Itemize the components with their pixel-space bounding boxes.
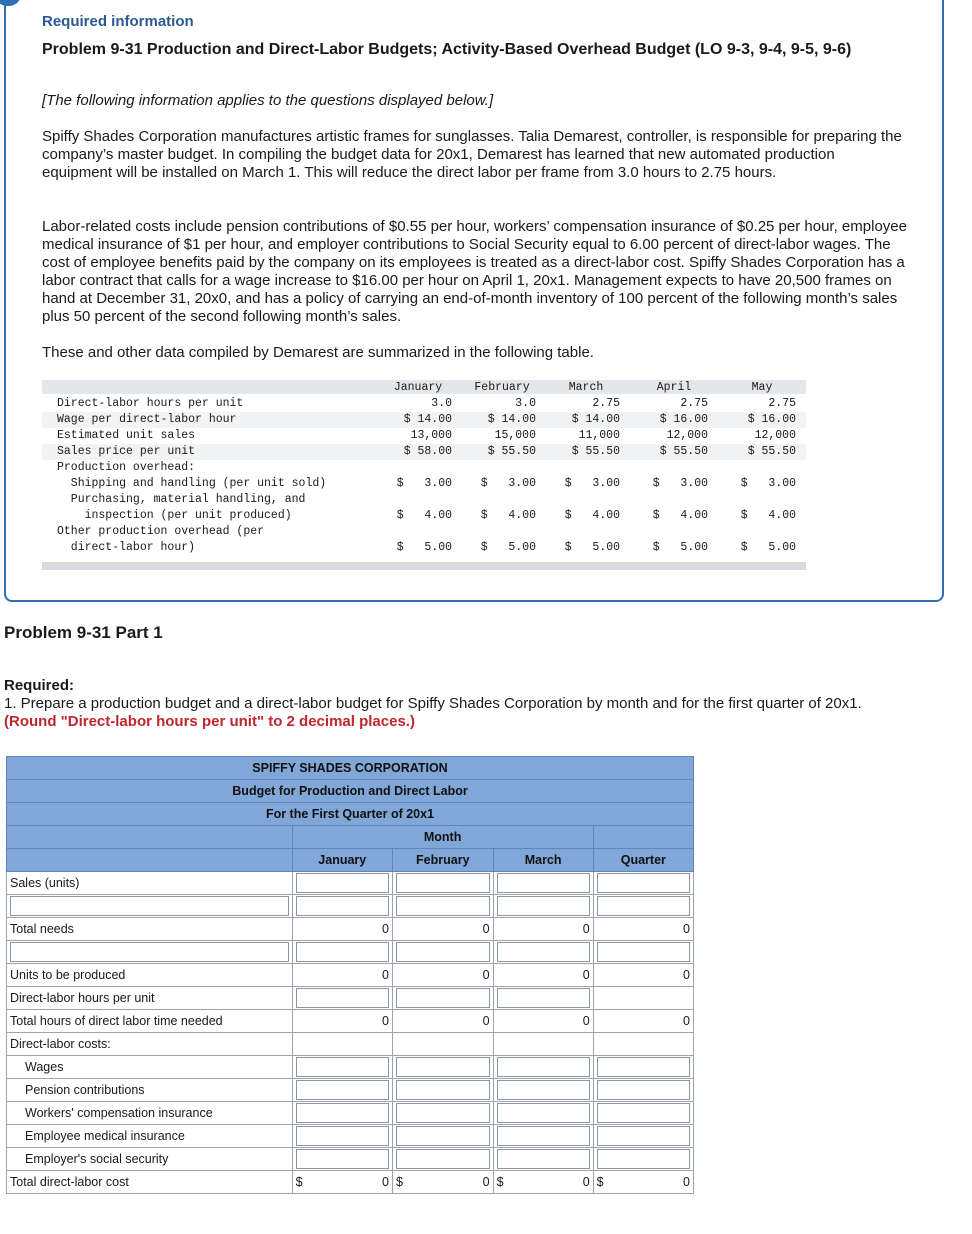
add-row-jan-input[interactable]: [296, 896, 389, 916]
sales-feb-input[interactable]: [396, 873, 490, 893]
total-cost-qtr: $ 0: [593, 1171, 693, 1194]
units-produced-mar: 0: [493, 964, 593, 987]
data-row-value: 12,000: [754, 429, 796, 442]
data-row-value: 12,000: [666, 429, 708, 442]
paragraph-3: These and other data compiled by Demarest are summarized in the following table.: [42, 344, 594, 361]
row-label-sales: Sales (units): [7, 872, 293, 895]
data-row-value: $ 5.00: [396, 541, 452, 554]
dl-hours-qtr-blank: [593, 987, 693, 1010]
required-label: Required:: [4, 677, 75, 694]
workers-comp-jan-input[interactable]: [296, 1103, 389, 1123]
data-row-value: 2.75: [768, 397, 796, 410]
data-row-value: 11,000: [578, 429, 620, 442]
data-row-value: 3.0: [515, 397, 536, 410]
row-label-medical: Employee medical insurance: [7, 1125, 293, 1148]
workers-comp-qtr-input[interactable]: [597, 1103, 690, 1123]
data-row-value: $ 4.00: [652, 509, 708, 522]
required-text: 1. Prepare a production budget and a direct-labor budget for Spiffy Shades Corporation by month and for the first quarter of 20x1.: [4, 695, 862, 712]
data-row-value: $ 5.00: [652, 541, 708, 554]
data-row-value: $ 5.00: [480, 541, 536, 554]
wages-jan-input[interactable]: [296, 1057, 389, 1077]
data-row-value: $ 3.00: [396, 477, 452, 490]
data-row-value: $ 4.00: [480, 509, 536, 522]
col-february: February: [392, 849, 493, 872]
paragraph-2: Labor-related costs include pension contributions of $0.55 per hour, workers’ compensation insurance of $0.25 per hour, employee medical insurance of $1 per hour, and employer contributions to Social Security equal to 6.00 percent of direct-labor wages. The cost of employee benefits paid by the company on its employees is treated as a direct-labor cost. Spiffy Shades Corporation has a labor contract that calls for a wage increase to $16.00 per hour on April 1, 20x1. Management expects to have 20,500 frames on hand at December 31, 20x0, and has a policy of carrying an end-of-month inventory of 100 percent of the following month’s sales plus 50 percent of the second following month’s sales.: [42, 218, 907, 325]
medical-qtr-input[interactable]: [597, 1126, 690, 1146]
pension-mar-input[interactable]: [497, 1080, 590, 1100]
wages-feb-input[interactable]: [396, 1057, 490, 1077]
header-blank-2: [7, 849, 293, 872]
social-security-mar-input[interactable]: [497, 1149, 590, 1169]
data-row-value: $ 5.00: [564, 541, 620, 554]
row-label-pension: Pension contributions: [7, 1079, 293, 1102]
data-row-label: Sales price per unit: [57, 445, 196, 458]
less-row-mar-input[interactable]: [497, 942, 590, 962]
data-row-value: 13,000: [410, 429, 452, 442]
row-label-total-needs: Total needs: [7, 918, 293, 941]
data-row-label: Production overhead:: [57, 461, 196, 474]
required-info-heading: Required information: [42, 13, 194, 30]
total-needs-feb: 0: [392, 918, 493, 941]
data-row-value: $ 3.00: [740, 477, 796, 490]
add-row-mar-input[interactable]: [497, 896, 590, 916]
less-row-feb-input[interactable]: [396, 942, 490, 962]
data-row-value: $ 14.00: [403, 413, 452, 426]
budget-company: SPIFFY SHADES CORPORATION: [7, 757, 694, 780]
data-month-header: March: [568, 381, 604, 394]
data-row-label: inspection (per unit produced): [57, 509, 292, 522]
data-row-value: $ 14.00: [487, 413, 536, 426]
total-cost-feb: $ 0: [392, 1171, 493, 1194]
row-label-total-cost: Total direct-labor cost: [7, 1171, 293, 1194]
social-security-jan-input[interactable]: [296, 1149, 389, 1169]
units-produced-jan: 0: [292, 964, 392, 987]
total-needs-qtr: 0: [593, 918, 693, 941]
data-row-label: direct-labor hour): [57, 541, 196, 554]
col-quarter: Quarter: [593, 849, 693, 872]
add-row-qtr-input[interactable]: [597, 896, 690, 916]
row-label-wages: Wages: [7, 1056, 293, 1079]
data-row-label: Other production overhead (per: [57, 525, 265, 538]
add-row-feb-input[interactable]: [396, 896, 490, 916]
problem-title: Problem 9-31 Production and Direct-Labor Budgets; Activity-Based Overhead Budget (LO 9-3, 9-4, 9-5, 9-6): [42, 41, 852, 58]
col-march: March: [493, 849, 593, 872]
social-security-qtr-input[interactable]: [597, 1149, 690, 1169]
wages-qtr-input[interactable]: [597, 1057, 690, 1077]
dl-hours-feb-input[interactable]: [396, 988, 490, 1008]
data-row-value: 2.75: [680, 397, 708, 410]
workers-comp-mar-input[interactable]: [497, 1103, 590, 1123]
row-label-workers-comp: Workers' compensation insurance: [7, 1102, 293, 1125]
row-label-social-security: Employer's social security: [7, 1148, 293, 1171]
total-hours-mar: 0: [493, 1010, 593, 1033]
data-month-header: May: [751, 381, 773, 394]
row-label-dl-costs: Direct-labor costs:: [7, 1033, 293, 1056]
info-note: [The following information applies to the questions displayed below.]: [42, 92, 494, 109]
pension-feb-input[interactable]: [396, 1080, 490, 1100]
data-row-value: $ 14.00: [571, 413, 620, 426]
budget-period: For the First Quarter of 20x1: [7, 803, 694, 826]
less-row-qtr-input[interactable]: [597, 942, 690, 962]
data-row-value: $ 55.50: [747, 445, 796, 458]
paragraph-1: Spiffy Shades Corporation manufactures artistic frames for sunglasses. Talia Demarest, controller, is responsible for preparing the company’s master budget. In compiling the budget data for 20x1, Demarest has learned that new automated production equipment will be installed on March 1. This will reduce the direct labor per frame from 3.0 hours to 2.75 hours.: [42, 128, 902, 181]
month-header: Month: [292, 826, 593, 849]
data-row-value: $ 4.00: [396, 509, 452, 522]
data-row-label: Purchasing, material handling, and: [57, 493, 306, 506]
data-month-header: February: [474, 381, 530, 394]
required-instructions: [4, 677, 862, 731]
dl-hours-mar-input[interactable]: [497, 988, 590, 1008]
less-row-jan-input[interactable]: [296, 942, 389, 962]
part-title: Problem 9-31 Part 1: [4, 623, 163, 642]
add-row-label-input[interactable]: [10, 896, 289, 916]
header-blank-quarter: [593, 826, 693, 849]
data-row-value: $ 16.00: [747, 413, 796, 426]
pension-jan-input[interactable]: [296, 1080, 389, 1100]
data-row-label: Shipping and handling (per unit sold): [57, 477, 327, 490]
less-row-label-input[interactable]: [10, 942, 289, 962]
total-cost-jan: $ 0: [292, 1171, 392, 1194]
medical-jan-input[interactable]: [296, 1126, 389, 1146]
social-security-feb-input[interactable]: [396, 1149, 490, 1169]
data-row-value: 2.75: [592, 397, 620, 410]
header-blank: [7, 826, 293, 849]
sales-qtr-input[interactable]: [597, 873, 690, 893]
data-row-value: $ 3.00: [564, 477, 620, 490]
data-month-header: April: [656, 381, 692, 394]
total-hours-jan: 0: [292, 1010, 392, 1033]
data-row-value: 3.0: [431, 397, 452, 410]
dl-hours-jan-input[interactable]: [296, 988, 389, 1008]
total-hours-qtr: 0: [593, 1010, 693, 1033]
units-produced-qtr: 0: [593, 964, 693, 987]
data-row-value: $ 3.00: [652, 477, 708, 490]
data-row-value: $ 3.00: [480, 477, 536, 490]
budget-title: Budget for Production and Direct Labor: [7, 780, 694, 803]
workers-comp-feb-input[interactable]: [396, 1103, 490, 1123]
sales-mar-input[interactable]: [497, 873, 590, 893]
col-january: January: [292, 849, 392, 872]
total-hours-feb: 0: [392, 1010, 493, 1033]
pension-qtr-input[interactable]: [597, 1080, 690, 1100]
data-row-value: $ 58.00: [403, 445, 452, 458]
data-row-label: Wage per direct-labor hour: [57, 413, 237, 426]
data-row-value: $ 5.00: [740, 541, 796, 554]
units-produced-feb: 0: [392, 964, 493, 987]
data-row-value: $ 55.50: [659, 445, 708, 458]
data-row-value: $ 16.00: [659, 413, 708, 426]
info-badge-icon: [0, 0, 20, 6]
sales-jan-input[interactable]: [296, 873, 389, 893]
data-table-footer-band: [42, 562, 806, 570]
data-row-value: $ 4.00: [564, 509, 620, 522]
total-needs-jan: 0: [292, 918, 392, 941]
round-note: (Round "Direct-labor hours per unit" to 2 decimal places.): [4, 713, 415, 730]
budget-table: [6, 756, 694, 1194]
data-row-label: Direct-labor hours per unit: [57, 397, 244, 410]
total-cost-mar: $ 0: [493, 1171, 593, 1194]
data-month-header: January: [393, 381, 443, 394]
data-row-label: Estimated unit sales: [57, 429, 196, 442]
data-row-value: $ 4.00: [740, 509, 796, 522]
medical-mar-input[interactable]: [497, 1126, 590, 1146]
data-row-value: $ 55.50: [487, 445, 536, 458]
row-label-total-hours: Total hours of direct labor time needed: [7, 1010, 293, 1033]
total-needs-mar: 0: [493, 918, 593, 941]
data-row-value: $ 55.50: [571, 445, 620, 458]
medical-feb-input[interactable]: [396, 1126, 490, 1146]
wages-mar-input[interactable]: [497, 1057, 590, 1077]
row-label-units-produced: Units to be produced: [7, 964, 293, 987]
data-row-value: 15,000: [494, 429, 536, 442]
row-label-dl-hours-per-unit: Direct-labor hours per unit: [7, 987, 293, 1010]
